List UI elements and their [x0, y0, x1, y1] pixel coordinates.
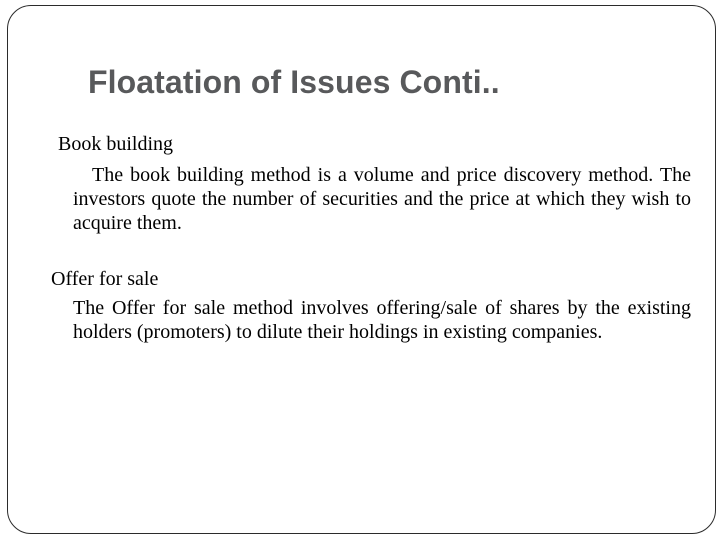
- section-body-offer-for-sale: The Offer for sale method involves offering/sale of shares by the existing holders (promoters) to dilute their holdings in existing companies.: [73, 297, 691, 343]
- section-body-book-building: The book building method is a volume and price discovery method. The investors quote the number of securities and the price at which they wish to acquire them.: [73, 164, 691, 234]
- slide-title: Floatation of Issues Conti..: [88, 64, 500, 100]
- section-heading-book-building: Book building: [58, 133, 174, 155]
- section-heading-offer-for-sale: Offer for sale: [51, 268, 159, 290]
- slide-frame: [7, 5, 716, 534]
